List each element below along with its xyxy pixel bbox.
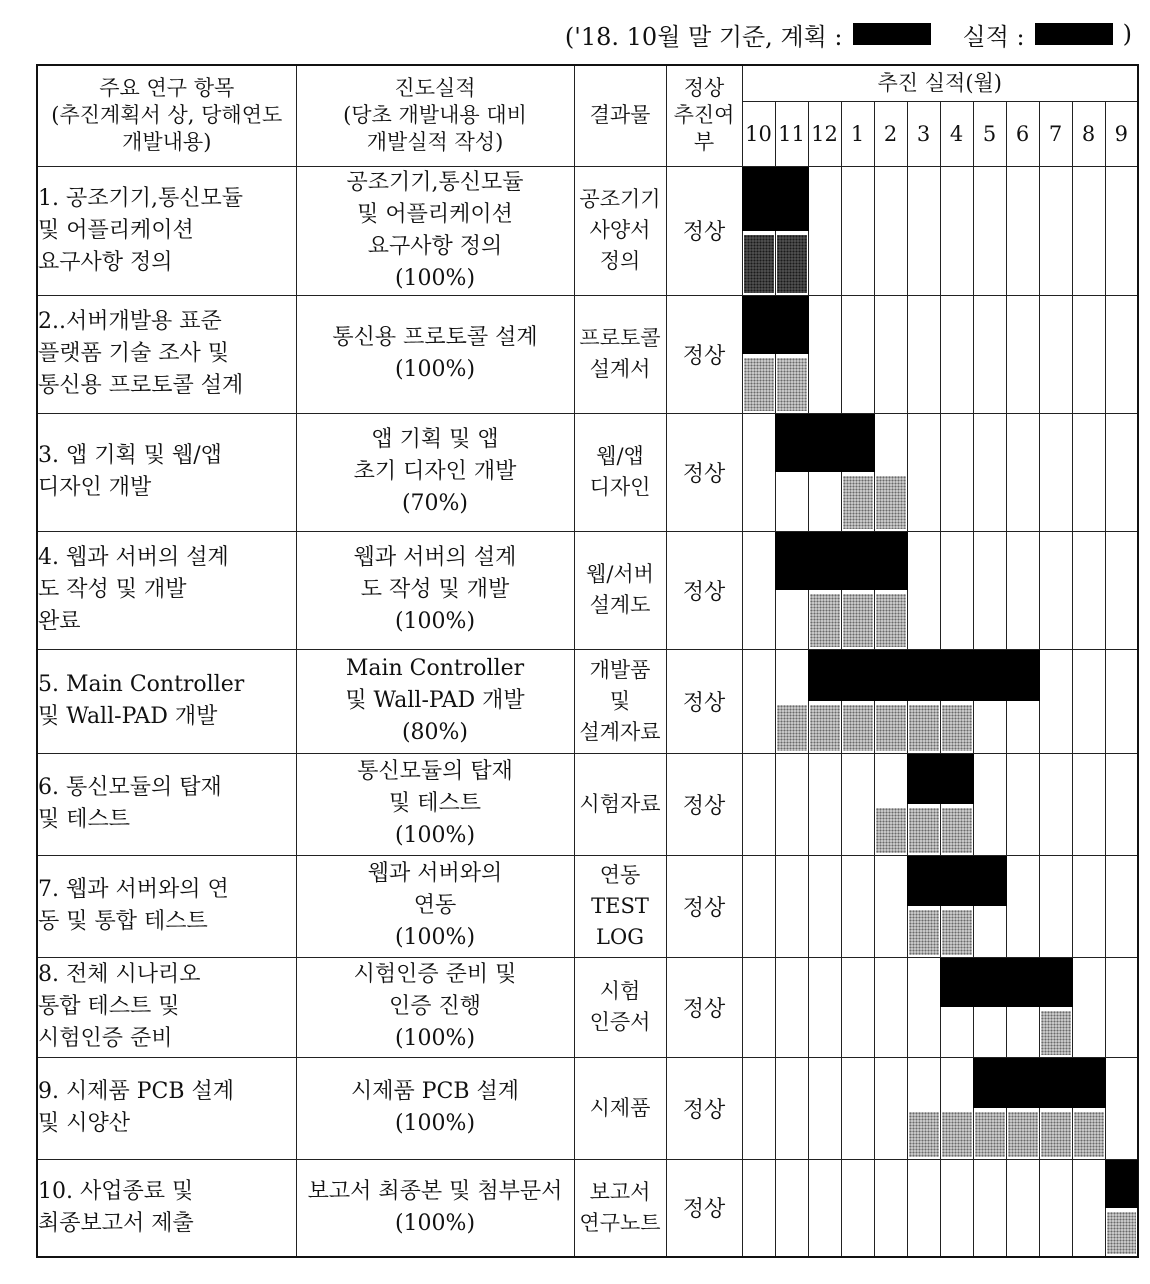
month-cell: [874, 957, 907, 1057]
month-cell: [742, 855, 775, 957]
plan-bar-segment: [973, 1058, 1007, 1109]
month-cell: [808, 753, 841, 855]
actual-bar-segment: [777, 705, 807, 751]
month-cell: [940, 295, 973, 413]
status-cell: 정상: [666, 753, 742, 855]
month-cell: [1105, 166, 1138, 295]
result-cell: 연동 TEST LOG: [574, 855, 666, 957]
table-row: [37, 1159, 1138, 1257]
actual-bar-segment: [1107, 1212, 1137, 1254]
month-cell: [775, 413, 808, 531]
month-cell: [973, 166, 1006, 295]
month-cell: [1039, 295, 1072, 413]
table-row: [37, 855, 1138, 957]
month-cell: [907, 413, 940, 531]
month-cell: [973, 531, 1006, 649]
actual-bar-segment: [876, 705, 906, 751]
month-cell: [775, 531, 808, 649]
month-cell: [841, 413, 874, 531]
month-cell: [940, 531, 973, 649]
month-header: 10: [742, 101, 775, 166]
plan-bar-segment: [907, 754, 941, 805]
plan-bar-segment: [940, 650, 974, 702]
month-header: 8: [1072, 101, 1105, 166]
month-cell: [841, 753, 874, 855]
actual-bar-segment: [843, 476, 873, 529]
month-cell: [1006, 957, 1039, 1057]
month-cell: [742, 413, 775, 531]
month-header: 3: [907, 101, 940, 166]
result-cell: 공조기기 사양서 정의: [574, 166, 666, 295]
month-cell: [1006, 1057, 1039, 1159]
month-cell: [1105, 295, 1138, 413]
actual-bar-segment: [843, 594, 873, 647]
month-cell: [973, 295, 1006, 413]
progress-cell: 통신모듈의 탑재 및 테스트 (100%): [296, 753, 574, 855]
progress-cell: 웹과 서버의 설계 도 작성 및 개발 (100%): [296, 531, 574, 649]
actual-bar-segment: [810, 594, 840, 647]
month-cell: [973, 1057, 1006, 1159]
month-header: 1: [841, 101, 874, 166]
month-cell: [940, 855, 973, 957]
header-item: 주요 연구 항목 (추진계획서 상, 당해연도 개발내용): [37, 65, 296, 166]
month-header: 6: [1006, 101, 1039, 166]
header-result: 결과물: [574, 65, 666, 166]
result-cell: 시험자료: [574, 753, 666, 855]
progress-cell: 공조기기,통신모듈 및 어플리케이션 요구사항 정의 (100%): [296, 166, 574, 295]
month-cell: [1039, 166, 1072, 295]
plan-bar-segment: [742, 296, 776, 355]
actual-bar-segment: [1041, 1011, 1071, 1055]
month-header: 5: [973, 101, 1006, 166]
month-cell: [1105, 1057, 1138, 1159]
item-cell: 4. 웹과 서버의 설계 도 작성 및 개발 완료: [37, 531, 296, 649]
actual-bar-segment: [909, 705, 939, 751]
item-cell: 9. 시제품 PCB 설계 및 시양산: [37, 1057, 296, 1159]
month-cell: [1072, 1159, 1105, 1257]
month-cell: [1039, 413, 1072, 531]
plan-bar-segment: [1006, 1058, 1040, 1109]
month-cell: [1039, 753, 1072, 855]
actual-bar-segment: [876, 808, 906, 853]
month-cell: [1105, 649, 1138, 753]
plan-bar-segment: [1039, 958, 1073, 1008]
progress-cell: 통신용 프로토콜 설계 (100%): [296, 295, 574, 413]
month-cell: [940, 413, 973, 531]
month-cell: [1072, 957, 1105, 1057]
actual-bar-segment: [777, 358, 807, 411]
progress-cell: 시험인증 준비 및 인증 진행 (100%): [296, 957, 574, 1057]
month-cell: [808, 1057, 841, 1159]
actual-bar-segment: [777, 235, 807, 293]
month-cell: [874, 295, 907, 413]
month-cell: [742, 1057, 775, 1159]
month-cell: [940, 753, 973, 855]
actual-bar-segment: [843, 705, 873, 751]
caption-prefix: ('18. 10월 말 기준, 계획 :: [564, 22, 843, 51]
plan-bar-segment: [1072, 1058, 1106, 1109]
month-cell: [841, 1159, 874, 1257]
month-cell: [907, 531, 940, 649]
month-cell: [907, 1057, 940, 1159]
actual-bar-segment: [810, 705, 840, 751]
month-cell: [808, 957, 841, 1057]
month-cell: [1105, 531, 1138, 649]
month-cell: [907, 166, 940, 295]
item-cell: 5. Main Controller 및 Wall-PAD 개발: [37, 649, 296, 753]
month-cell: [841, 531, 874, 649]
result-cell: 개발품 및 설계자료: [574, 649, 666, 753]
month-cell: [1072, 753, 1105, 855]
month-cell: [808, 166, 841, 295]
actual-bar-segment: [942, 808, 972, 853]
plan-bar-segment: [907, 856, 941, 907]
month-cell: [1105, 1159, 1138, 1257]
month-cell: [1105, 753, 1138, 855]
month-cell: [1006, 649, 1039, 753]
header-schedule: 추진 실적(월): [742, 65, 1138, 101]
plan-bar-segment: [808, 532, 842, 591]
status-cell: 정상: [666, 531, 742, 649]
plan-bar-segment: [940, 958, 974, 1008]
actual-bar-segment: [909, 808, 939, 853]
status-cell: 정상: [666, 649, 742, 753]
result-cell: 웹/서버 설계도: [574, 531, 666, 649]
month-header: 11: [775, 101, 808, 166]
plan-bar-segment: [1006, 650, 1040, 702]
month-cell: [1006, 166, 1039, 295]
month-cell: [874, 753, 907, 855]
month-cell: [874, 531, 907, 649]
actual-bar-segment: [975, 1112, 1005, 1157]
month-cell: [907, 649, 940, 753]
actual-bar-segment: [1041, 1112, 1071, 1157]
month-cell: [742, 649, 775, 753]
month-cell: [940, 1159, 973, 1257]
table-row: [37, 649, 1138, 753]
month-cell: [841, 957, 874, 1057]
month-header: 7: [1039, 101, 1072, 166]
month-cell: [940, 957, 973, 1057]
month-cell: [1072, 413, 1105, 531]
month-cell: [742, 1159, 775, 1257]
month-cell: [907, 295, 940, 413]
plan-bar-segment: [808, 414, 842, 473]
plan-bar-segment: [775, 167, 809, 231]
month-cell: [1006, 855, 1039, 957]
item-cell: 2..서버개발용 표준 플랫폼 기술 조사 및 통신용 프로토콜 설계: [37, 295, 296, 413]
actual-bar-segment: [876, 476, 906, 529]
plan-bar-segment: [841, 532, 875, 591]
month-cell: [907, 855, 940, 957]
table-row: [37, 166, 1138, 295]
progress-cell: Main Controller 및 Wall-PAD 개발 (80%): [296, 649, 574, 753]
month-cell: [775, 753, 808, 855]
month-cell: [940, 166, 973, 295]
month-cell: [1006, 1159, 1039, 1257]
plan-bar-segment: [973, 650, 1007, 702]
month-cell: [775, 957, 808, 1057]
status-cell: 정상: [666, 413, 742, 531]
status-cell: 정상: [666, 1057, 742, 1159]
result-cell: 시제품: [574, 1057, 666, 1159]
actual-bar-segment: [909, 910, 939, 955]
table-row: [37, 295, 1138, 413]
month-cell: [973, 413, 1006, 531]
month-cell: [1039, 957, 1072, 1057]
progress-cell: 웹과 서버와의 연동 (100%): [296, 855, 574, 957]
item-cell: 7. 웹과 서버와의 연 동 및 통합 테스트: [37, 855, 296, 957]
month-cell: [1006, 531, 1039, 649]
item-cell: 1. 공조기기,통신모듈 및 어플리케이션 요구사항 정의: [37, 166, 296, 295]
header-status: 정상 추진여부: [666, 65, 742, 166]
month-cell: [808, 413, 841, 531]
month-cell: [973, 649, 1006, 753]
result-cell: 시험 인증서: [574, 957, 666, 1057]
month-cell: [1072, 649, 1105, 753]
month-cell: [808, 1159, 841, 1257]
plan-legend-swatch: [853, 23, 931, 45]
month-cell: [808, 855, 841, 957]
progress-cell: 앱 기획 및 앱 초기 디자인 개발 (70%): [296, 413, 574, 531]
month-cell: [1072, 531, 1105, 649]
month-cell: [1072, 1057, 1105, 1159]
month-cell: [973, 1159, 1006, 1257]
month-cell: [940, 1057, 973, 1159]
status-cell: 정상: [666, 295, 742, 413]
month-header: 9: [1105, 101, 1138, 166]
month-cell: [742, 753, 775, 855]
caption-actual-label: 실적 :: [962, 22, 1025, 51]
month-cell: [808, 295, 841, 413]
plan-bar-segment: [907, 650, 941, 702]
month-cell: [742, 295, 775, 413]
status-cell: 정상: [666, 855, 742, 957]
actual-bar-segment: [744, 235, 774, 293]
month-cell: [742, 166, 775, 295]
month-cell: [841, 855, 874, 957]
schedule-table: [36, 64, 1139, 1258]
month-cell: [907, 957, 940, 1057]
result-cell: 웹/앱 디자인: [574, 413, 666, 531]
status-cell: 정상: [666, 166, 742, 295]
table-caption: [565, 14, 1132, 54]
month-cell: [1072, 295, 1105, 413]
status-cell: 정상: [666, 1159, 742, 1257]
actual-bar-segment: [942, 910, 972, 955]
month-cell: [808, 531, 841, 649]
month-cell: [841, 649, 874, 753]
month-cell: [874, 413, 907, 531]
month-cell: [973, 957, 1006, 1057]
month-cell: [874, 649, 907, 753]
month-cell: [1006, 753, 1039, 855]
table-row: [37, 957, 1138, 1057]
plan-bar-segment: [973, 958, 1007, 1008]
month-cell: [775, 1159, 808, 1257]
month-cell: [841, 166, 874, 295]
month-cell: [841, 1057, 874, 1159]
plan-bar-segment: [1006, 958, 1040, 1008]
table-row: [37, 753, 1138, 855]
result-cell: 프로토콜 설계서: [574, 295, 666, 413]
plan-bar-segment: [775, 532, 809, 591]
month-cell: [1039, 1159, 1072, 1257]
month-cell: [775, 649, 808, 753]
actual-bar-segment: [942, 705, 972, 751]
month-cell: [742, 957, 775, 1057]
month-cell: [1039, 855, 1072, 957]
month-cell: [1105, 957, 1138, 1057]
month-cell: [874, 1159, 907, 1257]
caption-suffix: ): [1122, 20, 1132, 48]
month-cell: [1072, 855, 1105, 957]
month-cell: [1039, 649, 1072, 753]
month-cell: [940, 649, 973, 753]
actual-bar-segment: [909, 1112, 939, 1157]
item-cell: 6. 통신모듈의 탑재 및 테스트: [37, 753, 296, 855]
month-cell: [874, 1057, 907, 1159]
month-header: 12: [808, 101, 841, 166]
progress-cell: 시제품 PCB 설계 (100%): [296, 1057, 574, 1159]
month-cell: [1006, 413, 1039, 531]
plan-bar-segment: [808, 650, 842, 702]
plan-bar-segment: [940, 856, 974, 907]
actual-legend-swatch: [1035, 23, 1113, 45]
month-header: 2: [874, 101, 907, 166]
month-cell: [907, 1159, 940, 1257]
plan-bar-segment: [1105, 1160, 1139, 1208]
month-cell: [1039, 531, 1072, 649]
plan-bar-segment: [874, 532, 908, 591]
month-cell: [1039, 1057, 1072, 1159]
plan-bar-segment: [874, 650, 908, 702]
table-row: [37, 413, 1138, 531]
plan-bar-segment: [940, 754, 974, 805]
month-cell: [973, 855, 1006, 957]
plan-bar-segment: [1039, 1058, 1073, 1109]
header-progress: 진도실적 (당초 개발내용 대비 개발실적 작성): [296, 65, 574, 166]
item-cell: 8. 전체 시나리오 통합 테스트 및 시험인증 준비: [37, 957, 296, 1057]
plan-bar-segment: [775, 296, 809, 355]
month-header: 4: [940, 101, 973, 166]
month-cell: [775, 295, 808, 413]
actual-bar-segment: [744, 358, 774, 411]
month-cell: [808, 649, 841, 753]
month-cell: [973, 753, 1006, 855]
month-cell: [1105, 855, 1138, 957]
month-cell: [742, 531, 775, 649]
plan-bar-segment: [973, 856, 1007, 907]
item-cell: 3. 앱 기획 및 웹/앱 디자인 개발: [37, 413, 296, 531]
month-cell: [775, 1057, 808, 1159]
plan-bar-segment: [742, 167, 776, 231]
actual-bar-segment: [942, 1112, 972, 1157]
month-cell: [775, 855, 808, 957]
actual-bar-segment: [1074, 1112, 1104, 1157]
table-row: [37, 1057, 1138, 1159]
month-cell: [1006, 295, 1039, 413]
month-cell: [775, 166, 808, 295]
month-cell: [1105, 413, 1138, 531]
plan-bar-segment: [775, 414, 809, 473]
month-cell: [874, 166, 907, 295]
month-cell: [874, 855, 907, 957]
month-cell: [1072, 166, 1105, 295]
month-cell: [907, 753, 940, 855]
actual-bar-segment: [1008, 1112, 1038, 1157]
item-cell: 10. 사업종료 및 최종보고서 제출: [37, 1159, 296, 1257]
result-cell: 보고서 연구노트: [574, 1159, 666, 1257]
month-cell: [841, 295, 874, 413]
status-cell: 정상: [666, 957, 742, 1057]
progress-cell: 보고서 최종본 및 첨부문서 (100%): [296, 1159, 574, 1257]
actual-bar-segment: [876, 594, 906, 647]
plan-bar-segment: [841, 414, 875, 473]
plan-bar-segment: [841, 650, 875, 702]
table-row: [37, 531, 1138, 649]
